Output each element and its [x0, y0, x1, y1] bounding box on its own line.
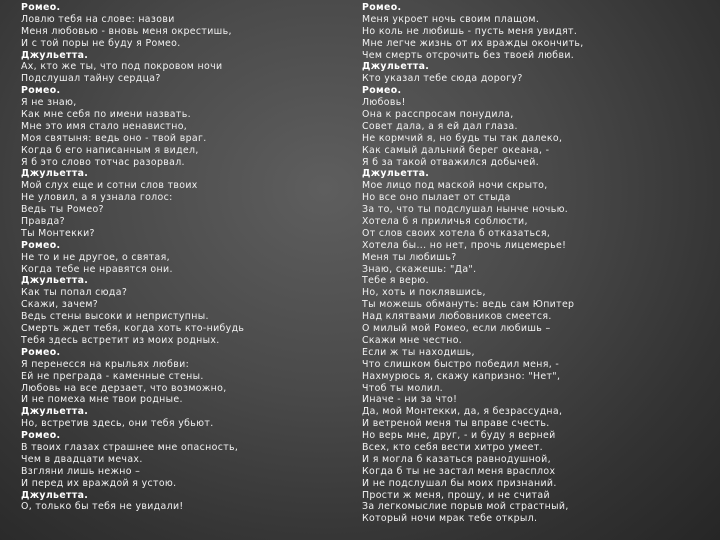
- verse-line: Который ночи мрак тебе открыл.: [362, 513, 538, 525]
- verse-line: Мне легче жизнь от их вражды окончить,: [362, 37, 584, 49]
- verse-line: И не помеха мне твои родные.: [21, 394, 183, 406]
- verse-line: Да, мой Монтекки, да, я безрассудна,: [362, 406, 563, 418]
- speaker-name: Джульетта.: [21, 49, 89, 61]
- speaker-name: Джульетта.: [21, 275, 89, 287]
- speaker-name: Джульетта.: [362, 61, 430, 73]
- verse-line: Ведь стены высоки и неприступны.: [21, 311, 209, 323]
- verse-line: Но, хоть и поклявшись,: [362, 287, 486, 299]
- speaker-name: Ромео.: [21, 346, 61, 358]
- speaker-name: Ромео.: [362, 2, 402, 13]
- verse-line: Тебя здесь встретит из моих родных.: [21, 334, 220, 346]
- verse-line: Иначе - ни за что!: [362, 394, 458, 406]
- verse-line: И перед их враждой я устою.: [21, 477, 177, 489]
- verse-line: И я могла б казаться равнодушной,: [362, 453, 551, 465]
- verse-line: Я не знаю,: [21, 97, 77, 109]
- speaker-name: Джульетта.: [362, 168, 430, 180]
- speaker-name: Ромео.: [21, 2, 61, 13]
- verse-line: Мне это имя стало ненавистно,: [21, 120, 188, 132]
- verse-line: Тебе я верю.: [362, 275, 429, 287]
- verse-line: Хотела б я приличья соблюсти,: [362, 216, 528, 228]
- verse-line: За то, что ты подслушал нынче ночью.: [362, 204, 569, 216]
- verse-line: Меня любовью - вновь меня окрестишь,: [21, 25, 232, 37]
- verse-line: Ты Монтекки?: [21, 227, 95, 239]
- verse-line: Меня ты любишь?: [362, 251, 457, 263]
- verse-line: Совет дала, а я ей дал глаза.: [362, 120, 518, 132]
- verse-line: Как мне себя по имени назвать.: [21, 109, 191, 121]
- verse-line: Хотела бы... но нет, прочь лицемерье!: [362, 239, 567, 251]
- verse-line: Скажи мне честно.: [362, 334, 463, 346]
- speaker-name: Ромео.: [21, 239, 61, 251]
- verse-line: Как самый дальний берег океана, -: [362, 144, 550, 156]
- verse-line: Я перенесся на крыльях любви:: [21, 358, 190, 370]
- verse-line: Правда?: [21, 216, 65, 228]
- verse-line: Ах, кто же ты, что под покровом ночи: [21, 61, 223, 73]
- left-text-column: [21, 2, 356, 513]
- verse-line: Ей не преграда - каменные стены.: [21, 370, 204, 382]
- verse-line: О милый мой Ромео, если любишь –: [362, 323, 551, 335]
- verse-line: Прости ж меня, прошу, и не считай: [362, 489, 550, 501]
- speaker-name: Джульетта.: [21, 489, 89, 501]
- verse-line: Ловлю тебя на слове: назови: [21, 13, 175, 25]
- verse-line: И ветреной меня ты вправе счесть.: [362, 418, 550, 430]
- verse-line: Кто указал тебе сюда дорогу?: [362, 73, 523, 85]
- verse-line: Мой слух еще и сотни слов твоих: [21, 180, 198, 192]
- verse-line: Всех, кто себя вести хитро умеет.: [362, 441, 543, 453]
- verse-line: Что слишком быстро победил меня, -: [362, 358, 560, 370]
- verse-line: Мое лицо под маской ночи скрыто,: [362, 180, 548, 192]
- verse-line: В твоих глазах страшнее мне опасность,: [21, 441, 239, 453]
- verse-line: Я б за такой отважился добычей.: [362, 156, 540, 168]
- verse-line: Когда б ты не застал меня врасплох: [362, 465, 556, 477]
- verse-line: Чем смерть отсрочить без твоей любви.: [362, 49, 575, 61]
- verse-line: Над клятвами любовников смеется.: [362, 311, 552, 323]
- verse-line: Подслушал тайну сердца?: [21, 73, 161, 85]
- verse-line: Но верь мне, друг, - и буду я верней: [362, 430, 556, 442]
- verse-line: Не то и не другое, о святая,: [21, 251, 170, 263]
- right-text-column: [362, 2, 712, 525]
- verse-line: Взгляни лишь нежно –: [21, 465, 141, 477]
- verse-line: Ведь ты Ромео?: [21, 204, 104, 216]
- speaker-name: Ромео.: [21, 430, 61, 442]
- verse-line: Но, встретив здесь, они тебя убьют.: [21, 418, 214, 430]
- verse-line: Я б это слово тотчас разорвал.: [21, 156, 185, 168]
- verse-line: Не уловил, а я узнала голос:: [21, 192, 173, 204]
- verse-line: Не кормчий я, но будь ты так далеко,: [362, 132, 563, 144]
- verse-line: От слов своих хотела б отказаться,: [362, 227, 551, 239]
- verse-line: И не подслушал бы моих признаний.: [362, 477, 557, 489]
- verse-line: Скажи, зачем?: [21, 299, 99, 311]
- verse-line: Нахмурюсь я, скажу капризно: "Нет",: [362, 370, 561, 382]
- verse-line: Когда тебе не нравятся они.: [21, 263, 173, 275]
- verse-line: За легкомыслие порыв мой страстный,: [362, 501, 569, 513]
- verse-line: Любовь на все дерзает, что возможно,: [21, 382, 227, 394]
- speaker-name: Джульетта.: [21, 406, 89, 418]
- verse-line: Но все оно пылает от стыда: [362, 192, 511, 204]
- verse-line: Как ты попал сюда?: [21, 287, 128, 299]
- verse-line: Она к расспросам понудила,: [362, 109, 514, 121]
- verse-line: О, только бы тебя не увидали!: [21, 501, 184, 513]
- verse-line: Любовь!: [362, 97, 406, 109]
- verse-line: Смерть ждет тебя, когда хоть кто-нибудь: [21, 323, 245, 335]
- speaker-name: Ромео.: [362, 85, 402, 97]
- verse-line: Ты можешь обмануть: ведь сам Юпитер: [362, 299, 575, 311]
- verse-line: Знаю, скажешь: "Да".: [362, 263, 477, 275]
- verse-line: Чтоб ты молил.: [362, 382, 443, 394]
- verse-line: Чем в двадцати мечах.: [21, 453, 143, 465]
- verse-line: Моя святыня: ведь оно - твой враг.: [21, 132, 207, 144]
- verse-line: Но коль не любишь - пусть меня увидят.: [362, 25, 578, 37]
- verse-line: Если ж ты находишь,: [362, 346, 475, 358]
- verse-line: Когда б его написанным я видел,: [21, 144, 199, 156]
- verse-line: Меня укроет ночь своим плащом.: [362, 13, 540, 25]
- speaker-name: Ромео.: [21, 85, 61, 97]
- verse-line: И с той поры не буду я Ромео.: [21, 37, 181, 49]
- speaker-name: Джульетта.: [21, 168, 89, 180]
